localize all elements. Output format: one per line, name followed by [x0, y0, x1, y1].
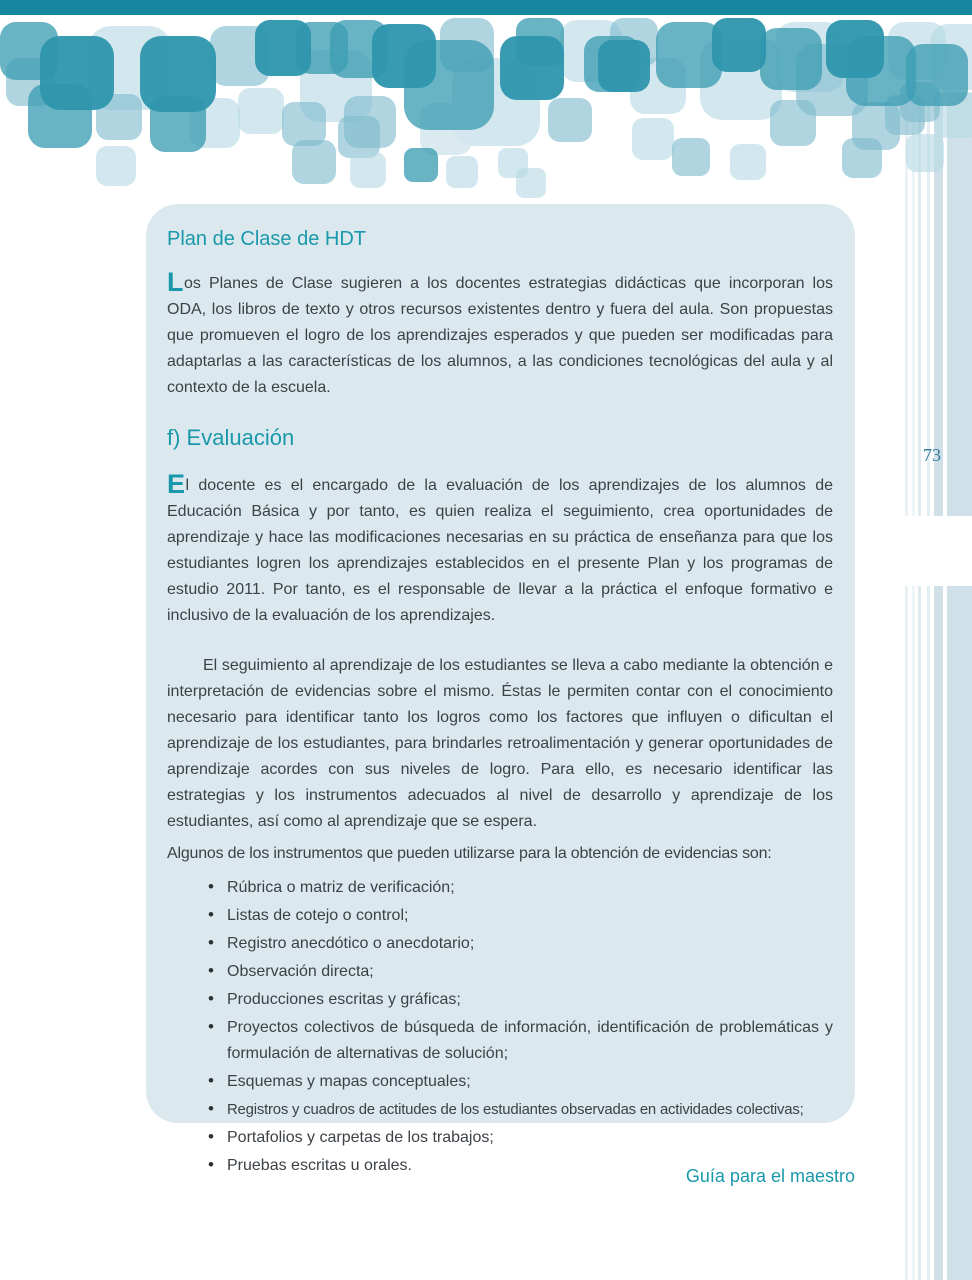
footer-guide-label: Guía para el maestro — [685, 1166, 855, 1186]
decorative-square — [255, 20, 311, 76]
paragraph-evaluacion-2: El seguimiento al aprendizaje de los estudiantes se lleva a cabo mediante la obtención e interpretación de evidencias sobre el mismo. Éstas le permiten contar con el conocimiento necesario para identificar tanto los logros como los factores que influyen o dificultan el aprendizaje de los estudiantes, para brindarles retroalimentación y generar oportunidades de aprendizaje acordes con sus niveles de logro. Para ello, es necesario identificar las estrategias y los instrumentos adecuados al nivel de desarrollo y aprendizaje de los estudiantes, así como al aprendizaje que se espera. — [167, 657, 833, 830]
decorative-square — [446, 156, 478, 188]
decorative-square — [826, 20, 884, 78]
list-item: • Observación directa; — [206, 959, 833, 985]
decorative-square — [140, 36, 216, 112]
decorative-square — [500, 36, 564, 100]
list-item: • Registro anecdótico o anecdotario; — [206, 931, 833, 957]
dropcap-letter: L — [167, 267, 184, 297]
decorative-square — [40, 36, 114, 110]
section-title-plan-de-clase: Plan de Clase de HDT — [167, 228, 366, 250]
page-number-gap — [900, 516, 972, 586]
stripe — [934, 93, 943, 1280]
list-item: • Esquemas y mapas conceptuales; — [206, 1069, 833, 1095]
decorative-square — [548, 98, 592, 142]
list-item: • Pruebas escritas u orales. — [206, 1153, 833, 1179]
header-decoration — [0, 0, 972, 215]
dropcap-letter: E — [167, 469, 186, 499]
decorative-square — [760, 28, 822, 90]
decorative-square — [372, 24, 436, 88]
decorative-square — [770, 100, 816, 146]
stripe — [947, 93, 972, 1280]
content-panel — [146, 204, 855, 1174]
decorative-square — [598, 40, 650, 92]
section-title-evaluacion: f) Evaluación — [167, 425, 295, 450]
stripe — [918, 93, 921, 1280]
decorative-square — [906, 134, 944, 172]
decorative-square — [404, 148, 438, 182]
list-item: • Proyectos colectivos de búsqueda de información, identificación de problemáticas y formulación de alternativas de solución; — [206, 1015, 833, 1067]
list-item: • Producciones escritas y gráficas; — [206, 987, 833, 1013]
page-number: 73 — [923, 445, 941, 465]
instruments-list — [206, 875, 833, 1179]
decorative-square — [96, 146, 136, 186]
decorative-square — [350, 152, 386, 188]
paragraph-plan-de-clase — [167, 267, 833, 401]
list-item: • Rúbrica o matriz de verificación; — [206, 875, 833, 901]
decorative-square — [516, 168, 546, 198]
decorative-square — [906, 44, 968, 106]
decorative-square — [842, 138, 882, 178]
decorative-square — [730, 144, 766, 180]
paragraph-text: l docente es el encargado de la evaluación de los aprendizajes de los alumnos de Educación Básica y por tanto, es quien realiza el seguimiento, crea oportunidades de aprendizaje y hace las modificaciones necesarias en su práctica de enseñanza para que los estudiantes logren los aprendizajes establecidos en el presente Plan y los programas de estudio 2011. Por tanto, es el responsable de llevar a la práctica el enfoque formativo e inclusivo de la evaluación de los aprendizajes. — [167, 477, 833, 624]
instruments-intro-line: Algunos de los instrumentos que pueden utilizarse para la obtención de evidencias son: — [167, 845, 772, 862]
list-item: • Registros y cuadros de actitudes de los estudiantes observadas en actividades colectivas; — [206, 1097, 833, 1123]
stripe — [912, 93, 915, 1280]
decorative-square — [712, 18, 766, 72]
list-item: • Portafolios y carpetas de los trabajos; — [206, 1125, 833, 1151]
decorative-square — [292, 140, 336, 184]
decorative-square — [632, 118, 674, 160]
paragraph-text: os Planes de Clase sugieren a los docentes estrategias didácticas que incorporan los ODA, los libros de texto y otros recursos existentes dentro y fuera del aula. Son propuestas que promueven el logro de los aprendizajes esperados y que pueden ser modificadas para adaptarlas a las características de los alumnos, a las condiciones tecnológicas del aula y al contexto de la escuela. — [167, 275, 833, 396]
list-item: • Listas de cotejo o control; — [206, 903, 833, 929]
paragraph-evaluacion-1 — [167, 469, 833, 629]
stripe — [927, 93, 930, 1280]
stripe — [905, 93, 908, 1280]
decorative-square — [238, 88, 284, 134]
decorative-square — [672, 138, 710, 176]
